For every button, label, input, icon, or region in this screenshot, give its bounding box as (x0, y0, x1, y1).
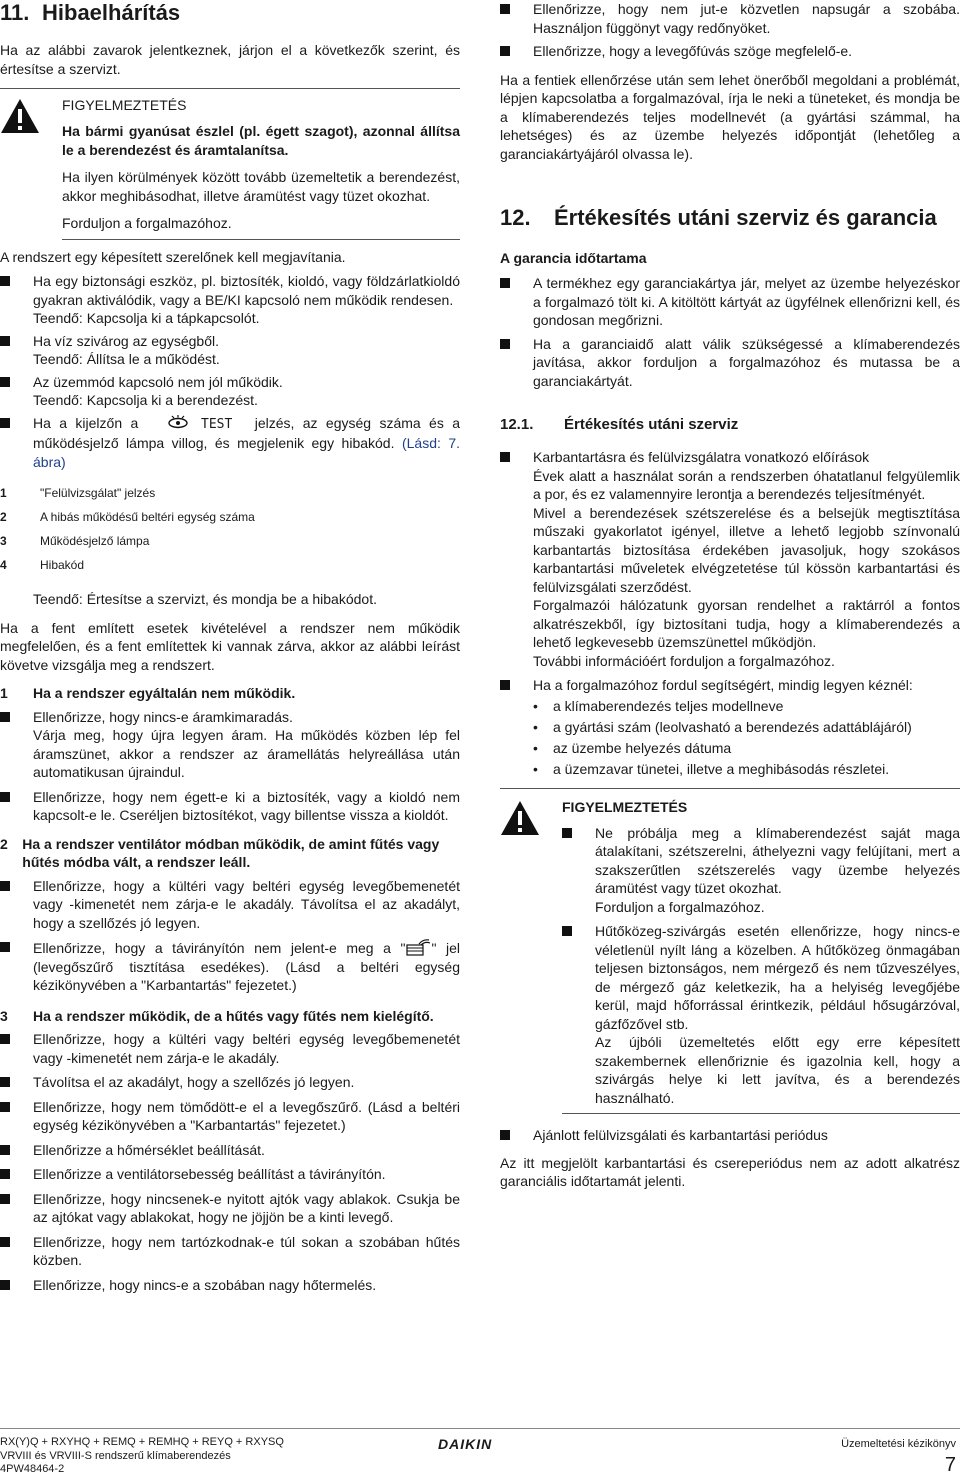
check-text-b: " jel (levegőszűrő tisztítása esedékes). (Lásd a beltéri egység kézikönyvében a "Karbantartás" fejezetet.) (33, 940, 460, 993)
fault-bullet (0, 332, 460, 369)
bullet-square-icon (0, 1237, 10, 1247)
check-text: Ellenőrizze, hogy a levegőfúvás szöge megfelelő-e. (533, 43, 853, 59)
test-indicator: TEST (201, 416, 233, 432)
bullet-square-icon (500, 46, 510, 56)
fault-bullet-display (0, 414, 460, 472)
bullet-square-icon (562, 828, 572, 838)
bullet-square-icon (0, 712, 10, 722)
warning-top-rule (0, 88, 460, 89)
warning-paragraph-1: Ha bármi gyanúsat észlel (pl. égett szagot), azonnal állítsa le a berendezést és áramtalanítsa. (62, 123, 460, 158)
airflow-bullet (500, 42, 960, 61)
fault-action: Teendő: Kapcsolja ki a tápkapcsolót. (33, 310, 260, 326)
case-3-bullet (0, 1165, 460, 1184)
case-2-bullet (0, 877, 460, 933)
fault-bullet (0, 272, 460, 328)
legend-text: Hibakód (40, 558, 85, 572)
case-2-bullet (0, 938, 460, 995)
footer-model-info (0, 1436, 284, 1477)
legend-number: 2 (0, 510, 7, 524)
bullet-square-icon (0, 1034, 10, 1044)
period-paragraph: Az itt megjelölt karbantartási és csereperiódus nem az adott alkatrész garanciális időtartamát jelenti. (500, 1154, 960, 1189)
page-number: 7 (944, 1454, 956, 1476)
warning-paragraph-2: Ha ilyen körülmények között tovább üzemeltetik a berendezést, akkor meghibásodhat, illetve áramütést vagy tüzet okozhat. (62, 169, 460, 204)
legend-text: "Felülvizsgálat" jelzés (40, 486, 156, 500)
bullet-square-icon (500, 680, 510, 690)
display-text-after: jelzés, az egység száma és a működésjelző lámpa villog, és megjelenik egy hibakód. (33, 414, 461, 451)
bullet-square-icon (562, 926, 572, 936)
case-1-bullet (0, 708, 460, 782)
bullet-square-icon (0, 377, 10, 387)
section-number: 12. (500, 205, 531, 230)
warning-text: Ne próbálja meg a klímaberendezést saját maga átalakítani, szétszerelni, áthelyezni vagy felújítani, mert a szakszerűtlen szétszerelés vagy üzembe helyezés áramütést vagy tüzet okozhat. (595, 824, 960, 896)
fault-condition: Ha egy biztonsági eszköz, pl. biztosíték, kioldó, vagy földzárlatkioldó gyakran aktiválódik, vagy a BE/KI kapcsoló nem működik rendesen. (33, 273, 460, 308)
info-text: a üzemzavar tünetei, illetve a meghibásodás részletei. (553, 760, 890, 777)
bullet-square-icon (0, 1102, 10, 1112)
bullet-dot-icon: • (533, 718, 538, 735)
page-footer (0, 1412, 960, 1478)
notify-service-text: Teendő: Értesítse a szervizt, és mondja be a hibakódot. (33, 591, 377, 607)
bullet-square-icon (500, 4, 510, 14)
bullet-square-icon (0, 1145, 10, 1155)
case-3-bullet (0, 1030, 460, 1067)
warning-bottom-rule (62, 239, 460, 240)
bullet-square-icon (0, 942, 10, 952)
inspection-eye-icon (165, 415, 191, 429)
warning-heading: FIGYELMEZTETÉS (562, 798, 688, 815)
fault-condition: Az üzemmód kapcsoló nem jól működik. (33, 373, 283, 390)
bullet-square-icon (0, 336, 10, 346)
section-title-text: Hibaelhárítás (42, 0, 181, 25)
case-3-bullet (0, 1073, 460, 1092)
warning-text: Az újbóli üzemeltetés előtt egy erre képesített szakembernek ellenőriznie és igazolnia kell, hogy a szivárgás helye ki lett javítva, és a berendezés használható. (595, 1034, 960, 1106)
legend-number: 4 (0, 558, 7, 572)
filter-sign-icon (405, 938, 431, 956)
footer-system: VRVIII és VRVIII-S rendszerű klímaberendezés (0, 1449, 231, 1462)
bullet-square-icon (0, 881, 10, 891)
service-paragraph: Forgalmazói hálózatunk gyorsan rendelhet a raktárról a fontos alkatrészekből, így biztosítani tudja, hogy a klímaberendezés a lehető legkevesebb üzemszünettel működjön. (533, 597, 960, 650)
legend-item (0, 557, 460, 573)
warning-block (0, 96, 460, 233)
warning-bullet (562, 922, 960, 1107)
bullet-square-icon (0, 276, 10, 286)
warning-triangle-icon (0, 98, 40, 134)
case-3-bullet (0, 1098, 460, 1135)
check-text: Ellenőrizze, hogy nincs-e áramkimaradás. (33, 708, 293, 725)
left-column (0, 0, 460, 1294)
troubleshoot-intro: Ha a fent említett esetek kivételével a rendszer nem működik megfelelően, és a fent említettek ki vannak zárva, akkor az alábbi leírást követve vizsgálja meg a rendszert. (0, 619, 460, 673)
check-text: Ellenőrizze, hogy nincs-e a szobában nagy hőtermelés. (33, 1276, 377, 1293)
service-bullet-maintenance (500, 448, 960, 670)
info-text: az üzembe helyezés dátuma (553, 739, 732, 756)
case-1-heading (0, 684, 460, 703)
bullet-square-icon (0, 1280, 10, 1290)
info-text: a klímaberendezés teljes modellneve (553, 697, 784, 714)
legend-item (0, 485, 460, 501)
check-text: Ellenőrizze, hogy nem jut-e közvetlen napsugár a szobába. Használjon függönyt vagy redőnyöket. (533, 1, 960, 36)
info-dot-item (533, 760, 960, 779)
service-heading: Karbantartásra és felülvizsgálatra vonatkozó előírások (533, 449, 870, 465)
legend-item (0, 509, 460, 525)
fault-bullet (0, 373, 460, 410)
service-bullet-info (500, 676, 960, 779)
case-number: 2 (0, 835, 8, 852)
case-title: Ha a rendszer működik, de a hűtés vagy fűtés nem kielégítő. (33, 1007, 434, 1024)
check-text: Ellenőrizze a hőmérséklet beállítását. (33, 1141, 265, 1158)
bullet-square-icon (500, 278, 510, 288)
footer-doc-code: 4PW48464-2 (0, 1463, 65, 1475)
info-dot-item (533, 697, 960, 716)
warranty-bullet (500, 274, 960, 330)
legend-text: A hibás működésű beltéri egység száma (40, 510, 255, 524)
warning-bottom-rule (562, 1113, 960, 1114)
case-number: 3 (0, 1007, 8, 1024)
section-12-title (500, 205, 960, 231)
service-paragraph: Évek alatt a használat során a rendszerben óhatatlanul felgyülemlik a por, és ez valamennyire lerontja a berendezés teljesítményét. (533, 467, 960, 502)
fault-action: Teendő: Kapcsolja ki a berendezést. (33, 392, 258, 408)
case-3-bullet (0, 1276, 460, 1295)
warning-heading: FIGYELMEZTETÉS (62, 97, 187, 113)
bullet-square-icon (0, 1194, 10, 1204)
warranty-title: A garancia időtartama (500, 250, 647, 266)
check-text: Ellenőrizze, hogy a kültéri vagy beltéri egység levegőbemenetét vagy -kimenetét nem zárja-e le akadály. (33, 1031, 460, 1066)
figure-link[interactable]: (Lásd: 7. ábra) (33, 435, 460, 470)
period-bullet (500, 1126, 960, 1145)
section-11-title (0, 0, 460, 26)
section-title-text: Értékesítés utáni szerviz és garancia (554, 205, 937, 230)
warning-text: Hűtőközeg-szivárgás esetén ellenőrizze, hogy nincs-e véletlenül nyílt láng a közelben. A hűtőközeg önmagában teljesen biztonságos, nem mérgező és nem tűzveszélyes, de mérgező gáz keletkezik, ha a helyiség levegőjébe kerül, majd hőforrással érintkezik, például hősugárzóval, gázfőzővel stb. (595, 923, 960, 1032)
intro-paragraph: Ha az alábbi zavarok jelentkeznek, járjon el a következők szerint, és értesítse a szervizt. (0, 42, 460, 77)
bullet-square-icon (0, 1169, 10, 1179)
case-3-bullet (0, 1233, 460, 1270)
bullet-dot-icon: • (533, 739, 538, 756)
info-text: a gyártási szám (leolvasható a berendezés adattáblájáról) (553, 718, 912, 735)
legend-item (0, 533, 460, 549)
bullet-square-icon (500, 339, 510, 349)
case-3-bullet (0, 1190, 460, 1227)
subsection-12-1-title (500, 416, 960, 434)
case-3-heading (0, 1007, 460, 1026)
subsection-number: 12.1. (500, 416, 534, 433)
bullet-square-icon (0, 1077, 10, 1087)
warning-block (500, 798, 960, 1108)
contact-dealer-paragraph: Ha a fentiek ellenőrzése után sem lehet önerőből megoldani a problémát, lépjen kapcsolatba a forgalmazóval, írja le neki a tüneteket, és mondja be a klímaberendezés teljes modellnevét (a gyártási számmal, ha lehetséges) és az üzembe helyezés időpontját (lehetőleg a garanciakártyájáról olvassa le). (500, 71, 960, 162)
display-text-before: Ha a kijelzőn a (33, 414, 139, 431)
check-text: Távolítsa el az akadályt, hogy a szellőzés jó legyen. (33, 1074, 355, 1090)
bullet-square-icon (500, 452, 510, 462)
legend-number: 1 (0, 486, 7, 500)
warning-text: Forduljon a forgalmazóhoz. (595, 898, 765, 915)
legend-text: Működésjelző lámpa (40, 534, 150, 548)
bullet-square-icon (500, 1130, 510, 1140)
repair-note: A rendszert egy képesített szerelőnek kell megjavítania. (0, 248, 346, 265)
daikin-logo: DAIKIN (438, 1436, 493, 1452)
footer-rule (0, 1428, 960, 1429)
case-3-bullet (0, 1141, 460, 1160)
indicator-legend (0, 485, 460, 573)
period-heading: Ajánlott felülvizsgálati és karbantartási periódus (533, 1127, 828, 1143)
case-3-bullets (0, 1030, 460, 1294)
info-dot-item (533, 718, 960, 737)
warranty-text: Ha a garanciaidő alatt válik szükségessé a klímaberendezés javítása, akkor forduljon a forgalmazóhoz és mutassa be a garanciakártyát. (533, 335, 960, 389)
case-title: Ha a rendszer egyáltalán nem működik. (33, 685, 296, 701)
service-heading: Ha a forgalmazóhoz fordul segítségért, mindig legyen kéznél: (533, 677, 913, 693)
bullet-dot-icon: • (533, 760, 538, 777)
check-text: Ellenőrizze, hogy a kültéri vagy beltéri egység levegőbemenetét vagy -kimenetét nem zárja-e le akadály. Távolítsa el az akadályt, hogy a szellőzés jó legyen. (33, 877, 460, 931)
check-text: Ellenőrizze, hogy nem tartózkodnak-e túl sokan a szobában hűtés közben. (33, 1233, 460, 1268)
warning-top-rule (500, 788, 960, 789)
case-number: 1 (0, 685, 8, 701)
footer-models: RX(Y)Q + RXYHQ + REMQ + REMHQ + REYQ + RXYSQ (0, 1436, 284, 1448)
case-1-bullet (0, 788, 460, 825)
warning-paragraph-3: Forduljon a forgalmazóhoz. (62, 215, 232, 231)
fault-action: Teendő: Állítsa le a működést. (33, 351, 220, 367)
check-text-a: Ellenőrizze, hogy a távirányítón nem jelent-e meg a " (33, 940, 406, 956)
check-text: Ellenőrizze, hogy nincsenek-e nyitott ajtók vagy ablakok. Csukja be az ajtókat vagy ablakokat, hogy ne jöjjön be a kinti levegő. (33, 1190, 460, 1225)
warning-bullet (562, 824, 960, 917)
footer-manual-name: Üzemeltetési kézikönyv (841, 1438, 956, 1450)
warranty-bullet (500, 335, 960, 391)
case-title: Ha a rendszer ventilátor módban működik, de amint fűtés vagy hűtés módba vált, a rendszer leáll. (22, 835, 440, 870)
info-dot-item (533, 739, 960, 758)
bullet-square-icon (0, 418, 10, 428)
service-paragraph: További információért forduljon a forgalmazóhoz. (533, 652, 835, 669)
case-2-heading (0, 835, 460, 872)
warranty-text: A termékhez egy garanciakártya jár, melyet az üzembe helyezéskor a forgalmazó tölt ki. A kitöltött kártyát az ügyfélnek ellenőrizni kell, és gondosan megőrizni. (533, 275, 960, 328)
warning-triangle-icon (500, 800, 540, 836)
check-text: Ellenőrizze, hogy nem égett-e ki a biztosíték, vagy a kioldó nem kapcsolt-e le. Cseréljen biztosítékot, vagy billentse vissza a kioldót. (33, 788, 460, 823)
right-column (500, 0, 960, 1191)
fault-bullets (0, 272, 460, 471)
check-text: Ellenőrizze, hogy nem tömődött-e el a levegőszűrő. (Lásd a beltéri egység kézikönyvében a "Karbantartás" fejezetet.) (33, 1098, 460, 1133)
section-number: 11. (0, 0, 30, 25)
check-detail: Várja meg, hogy újra legyen áram. Ha működés közben lép fel áramszünet, akkor a rendszer az áramellátás helyreállása után automatikusan újraindul. (33, 727, 460, 780)
bullet-dot-icon: • (533, 697, 538, 714)
bullet-square-icon (0, 792, 10, 802)
fault-condition: Ha víz szivárog az egységből. (33, 332, 219, 349)
legend-number: 3 (0, 534, 7, 548)
sun-bullet (500, 0, 960, 37)
check-text: Ellenőrizze a ventilátorsebesség beállítást a távirányítón. (33, 1166, 386, 1182)
subsection-title-text: Értékesítés utáni szerviz (564, 416, 739, 433)
service-paragraph: Mivel a berendezések szétszerelése és a belsejük megtisztítása műszaki gyakorlatot igényel, illetve a lehető legjobb színvonalú karbantartás biztosítása érdekében javasoljuk, hogy szokásos karbantartási műveletek elvégzetetése túl kössön karbantartási és felülvizsgálati szerződést. (533, 504, 960, 595)
